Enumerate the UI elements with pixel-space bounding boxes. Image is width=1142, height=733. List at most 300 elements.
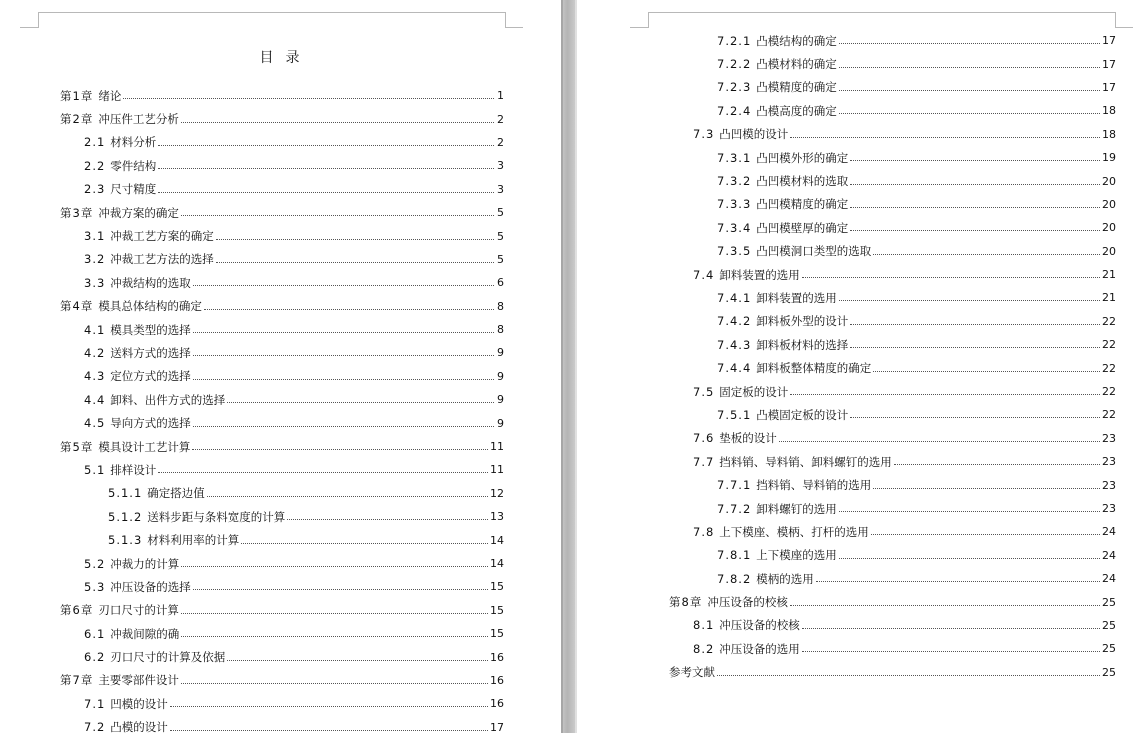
toc-entry[interactable]: [669, 403, 1116, 426]
dot-leader: [839, 67, 1100, 68]
toc-entry-page-number: 24: [1102, 572, 1116, 586]
toc-entry-title: [693, 267, 800, 283]
toc-entry[interactable]: [60, 622, 504, 645]
toc-entry-label: 凸模的设计: [110, 720, 168, 733]
dot-leader: [193, 332, 494, 333]
toc-entry-page-number: 16: [490, 673, 504, 687]
toc-entry[interactable]: [669, 520, 1116, 543]
toc-entry-page-number: 14: [490, 533, 504, 547]
toc-entry-label: 凸凹模壁厚的确定: [756, 220, 849, 235]
toc-entry-label: 冲裁工艺方案的确定: [110, 229, 214, 244]
toc-entry-title: [693, 430, 777, 446]
toc-entry-page-number: 25: [1102, 595, 1116, 609]
toc-entry[interactable]: [669, 263, 1116, 286]
toc-entry[interactable]: [669, 333, 1116, 356]
dot-leader: [216, 262, 494, 263]
toc-entry-label: 冲压设备的选用: [719, 641, 800, 656]
toc-entry-label: 模具类型的选择: [110, 322, 191, 337]
toc-entry-label: 凹模的设计: [110, 696, 168, 711]
dot-leader: [158, 168, 494, 169]
toc-entry-page-number: 14: [490, 557, 504, 570]
toc-entry-title: [693, 384, 788, 400]
toc-entry-page-number: 3: [497, 159, 504, 173]
toc-entry[interactable]: [669, 450, 1116, 473]
header-rule: [648, 12, 1115, 13]
toc-entry-number: 7.4.3: [717, 337, 752, 352]
toc-entry[interactable]: [60, 411, 504, 434]
toc-entry-number: 3.1: [84, 229, 106, 244]
toc-entry-title: [84, 368, 191, 384]
crop-mark: [630, 27, 648, 28]
crop-mark: [20, 27, 38, 28]
toc-entry-title: [717, 79, 837, 95]
toc-entry-title: [84, 181, 156, 197]
toc-entry-label: 材料分析: [110, 135, 157, 150]
toc-entry[interactable]: [60, 458, 504, 481]
toc-title: 目录: [259, 50, 312, 66]
toc-entry-number: 7.3.1: [717, 150, 752, 165]
toc-entry-label: 凸凹模外形的确定: [756, 150, 849, 165]
dot-leader: [779, 441, 1100, 442]
toc-entry-title: [84, 649, 225, 665]
dot-leader: [241, 543, 488, 544]
header-rule: [38, 12, 505, 13]
dot-leader: [181, 683, 488, 684]
toc-entry[interactable]: [60, 201, 504, 224]
toc-entry-title: [717, 290, 837, 306]
toc-entry-title: [84, 579, 191, 595]
toc-entry-page-number: 20: [1102, 174, 1116, 188]
dot-leader: [158, 472, 488, 473]
toc-entry[interactable]: [669, 286, 1116, 309]
toc-entry-title: [717, 150, 848, 166]
toc-entry-number: 5.1: [84, 462, 106, 477]
toc-entry-number: 7.7: [693, 454, 715, 469]
toc-entry[interactable]: [669, 310, 1116, 333]
toc-entry-page-number: 15: [490, 580, 504, 594]
toc-entry-label: 模具设计工艺计算: [98, 439, 191, 454]
toc-entry-label: 卸料、出件方式的选择: [110, 392, 226, 407]
toc-entry[interactable]: [669, 497, 1116, 520]
dot-leader: [193, 379, 494, 380]
toc-entry-title: [84, 322, 191, 338]
dot-leader: [790, 394, 1100, 395]
dot-leader: [158, 192, 494, 193]
toc-entry-number: 5.1.3: [108, 533, 143, 548]
toc-entry-page-number: 22: [1102, 385, 1116, 399]
toc-entry-number: 8.2: [693, 641, 715, 656]
toc-entry-number: 7.4.1: [717, 290, 752, 305]
dot-leader: [227, 402, 494, 403]
toc-entry-page-number: 23: [1102, 455, 1116, 469]
dot-leader: [850, 230, 1100, 231]
toc-entry[interactable]: [60, 295, 504, 318]
toc-entry-page-number: 9: [497, 416, 504, 430]
toc-entry-page-number: 16: [490, 697, 504, 711]
toc-entry-title: [717, 360, 871, 376]
dot-leader: [181, 566, 488, 567]
toc-entry-title: [84, 626, 179, 642]
toc-entry-label: 排样设计: [110, 462, 157, 477]
toc-entry[interactable]: [60, 365, 504, 388]
toc-entry[interactable]: [60, 482, 504, 505]
toc-entry-label: 定位方式的选择: [110, 369, 191, 384]
toc-entry-page-number: 11: [490, 463, 504, 477]
dot-leader: [850, 347, 1100, 348]
toc-entry[interactable]: [60, 154, 504, 177]
toc-entry[interactable]: [60, 271, 504, 294]
toc-entry-title: [717, 477, 871, 493]
dot-leader: [181, 613, 488, 614]
toc-entry-title: [669, 594, 788, 610]
toc-entry-title: [717, 56, 837, 72]
toc-entry-title: [717, 103, 837, 119]
toc-entry[interactable]: [669, 240, 1116, 263]
toc-entry-title: [717, 547, 837, 563]
toc-entry-number: 7.3.5: [717, 244, 752, 259]
toc-entry-number: 第8章: [669, 595, 703, 610]
toc-entry-page-number: 9: [497, 346, 504, 360]
toc-entry-label: 挡料销、导料销的选用: [756, 478, 872, 493]
toc-entry-title: [717, 243, 871, 259]
toc-entry[interactable]: [669, 193, 1116, 216]
toc-entry-label: 垫板的设计: [719, 431, 777, 446]
toc-entry[interactable]: [60, 528, 504, 551]
toc-entry-page-number: 21: [1102, 291, 1116, 305]
toc-entry[interactable]: [60, 716, 504, 733]
toc-entry-title: [84, 275, 191, 291]
toc-entry[interactable]: [60, 645, 504, 668]
toc-entry-title: [717, 220, 848, 236]
toc-entry-page-number: 25: [1102, 618, 1116, 632]
crop-mark: [505, 27, 523, 28]
toc-entry-label: 导向方式的选择: [110, 416, 191, 431]
toc-entry-label: 卸料板材料的选择: [756, 337, 849, 352]
toc-entry-number: 7.4: [693, 267, 715, 282]
toc-entry[interactable]: [60, 388, 504, 411]
toc-entry-title: [693, 454, 892, 470]
toc-entry-page-number: 19: [1102, 151, 1116, 165]
toc-entry[interactable]: [60, 692, 504, 715]
toc-entry-label: 凸凹模洞口类型的选取: [756, 244, 872, 259]
toc-entry-page-number: 6: [497, 276, 504, 290]
toc-entry-number: 4.3: [84, 369, 106, 384]
toc-entry[interactable]: [669, 661, 1116, 684]
toc-entry-label: 凸凹模精度的确定: [756, 197, 849, 212]
toc-entry-label: 凸模高度的确定: [756, 103, 837, 118]
toc-entry-title: [60, 298, 202, 314]
toc-entry-label: 确定搭边值: [147, 486, 205, 501]
toc-entry-title: [669, 664, 715, 680]
toc-entry-page-number: 22: [1102, 408, 1116, 422]
toc-entry-number: 5.3: [84, 579, 106, 594]
toc-entry[interactable]: [669, 567, 1116, 590]
toc-entry-title: [84, 345, 191, 361]
toc-entry-number: 第1章: [60, 88, 94, 103]
toc-entry-number: 8.1: [693, 618, 715, 633]
toc-entry-number: 3.2: [84, 252, 106, 267]
toc-entry-label: 卸料板整体精度的确定: [756, 361, 872, 376]
toc-entry[interactable]: [60, 107, 504, 130]
document-page-right: [577, 0, 1142, 733]
toc-entry[interactable]: [669, 356, 1116, 379]
toc-entry-title: [693, 641, 800, 657]
dot-leader: [802, 628, 1100, 629]
dot-leader: [170, 730, 488, 731]
toc-entry-number: 7.2.4: [717, 103, 752, 118]
toc-entry[interactable]: [669, 544, 1116, 567]
toc-entry-label: 冲压设备的校核: [719, 618, 800, 633]
toc-entry[interactable]: [60, 669, 504, 692]
toc-entry-label: 绪论: [98, 88, 122, 103]
toc-entry-title: [60, 602, 179, 618]
dot-leader: [181, 215, 494, 216]
toc-entry-number: 7.3.3: [717, 197, 752, 212]
toc-entry-title: [84, 228, 214, 244]
toc-entry-number: 5.1.1: [108, 486, 143, 501]
toc-entry-page-number: 17: [1102, 80, 1116, 94]
dot-leader: [193, 355, 494, 356]
toc-entry-title: [108, 532, 239, 548]
toc-entry-number: 4.2: [84, 345, 106, 360]
toc-entry-number: 7.3: [693, 127, 715, 142]
dot-leader: [170, 706, 488, 707]
toc-entry-title: [84, 158, 156, 174]
toc-entry-label: 零件结构: [110, 158, 157, 173]
dot-leader: [193, 589, 488, 590]
toc-entry[interactable]: [60, 575, 504, 598]
toc-entry-title: [84, 696, 168, 712]
toc-entry-title: [693, 126, 788, 142]
toc-entry[interactable]: [669, 76, 1116, 99]
toc-entry[interactable]: [60, 318, 504, 341]
toc-entry-title: [60, 111, 179, 127]
toc-entry-number: 2.3: [84, 182, 106, 197]
dot-leader: [123, 98, 494, 99]
toc-entry-number: 4.1: [84, 322, 106, 337]
toc-entry[interactable]: [60, 341, 504, 364]
toc-entry-page-number: 3: [497, 182, 504, 196]
dot-leader: [850, 417, 1100, 418]
toc-entry-number: 6.2: [84, 650, 106, 665]
toc-entry-label: 凸凹模材料的选取: [756, 174, 849, 189]
toc-entry-number: 7.5: [693, 384, 715, 399]
toc-entry-number: 7.8.1: [717, 548, 752, 563]
toc-entry-page-number: 9: [497, 369, 504, 383]
toc-entry[interactable]: [669, 216, 1116, 239]
toc-entry-title: [84, 462, 156, 478]
crop-mark: [38, 12, 39, 28]
toc-entry-number: 7.8: [693, 524, 715, 539]
toc-entry-page-number: 23: [1102, 478, 1116, 492]
toc-entry-number: 6.1: [84, 626, 106, 641]
toc-entry-title: [717, 337, 848, 353]
toc-entry[interactable]: [669, 29, 1116, 52]
toc-entry-number: 7.5.1: [717, 407, 752, 422]
toc-entry-page-number: 13: [490, 510, 504, 524]
crop-mark: [505, 12, 506, 28]
toc-entry[interactable]: [669, 123, 1116, 146]
toc-entry-title: [84, 392, 225, 408]
toc-entry-title: [693, 524, 869, 540]
toc-entry-page-number: 8: [497, 323, 504, 337]
toc-entry-number: 7.4.2: [717, 314, 752, 329]
toc-entry-page-number: 23: [1102, 431, 1116, 445]
toc-entry-page-number: 5: [497, 206, 504, 220]
dot-leader: [216, 239, 494, 240]
toc-entry-number: 7.1: [84, 696, 106, 711]
toc-entry-label: 冲裁结构的选取: [110, 275, 191, 290]
toc-entry-title: [717, 173, 848, 189]
toc-entry-title: [108, 485, 205, 501]
dot-leader: [158, 145, 494, 146]
toc-entry-number: 7.2.1: [717, 33, 752, 48]
dot-leader: [204, 309, 494, 310]
toc-entry-label: 挡料销、导料销、卸料螺钉的选用: [719, 454, 892, 469]
dot-leader: [850, 324, 1100, 325]
toc-entry-number: 3.3: [84, 275, 106, 290]
toc-entry-label: 冲裁力的计算: [110, 556, 180, 571]
toc-entry-number: 7.7.1: [717, 478, 752, 493]
toc-entry-label: 冲裁方案的确定: [98, 205, 179, 220]
toc-entry[interactable]: [60, 178, 504, 201]
dot-leader: [873, 254, 1100, 255]
dot-leader: [802, 651, 1100, 652]
toc-entry[interactable]: [669, 146, 1116, 169]
dot-leader: [850, 207, 1100, 208]
toc-entry-label: 卸料装置的选用: [719, 267, 800, 282]
toc-entry[interactable]: [669, 473, 1116, 496]
dot-leader: [193, 426, 494, 427]
toc-entry[interactable]: [669, 637, 1116, 660]
toc-entry-title: [693, 617, 800, 633]
toc-entry-number: 4.5: [84, 416, 106, 431]
toc-entry[interactable]: [60, 131, 504, 154]
toc-entry[interactable]: [669, 427, 1116, 450]
toc-entry-number: 5.2: [84, 556, 106, 571]
toc-entry-title: [717, 407, 848, 423]
toc-entry[interactable]: [669, 590, 1116, 613]
toc-entry[interactable]: [669, 169, 1116, 192]
dot-leader: [193, 285, 494, 286]
toc-entry-title: [84, 415, 191, 431]
page-gutter: [561, 0, 577, 733]
toc-entry-number: 7.7.2: [717, 501, 752, 516]
dot-leader: [839, 558, 1100, 559]
toc-entry-number: 4.4: [84, 392, 106, 407]
dot-leader: [871, 534, 1100, 535]
dot-leader: [839, 300, 1100, 301]
toc-entry-title: [108, 509, 285, 525]
toc-entry-number: 7.3.4: [717, 220, 752, 235]
dot-leader: [802, 277, 1100, 278]
dot-leader: [207, 496, 488, 497]
dot-leader: [717, 675, 1100, 676]
toc-list-left: [60, 84, 504, 733]
toc-entry-label: 送料方式的选择: [110, 345, 191, 360]
toc-entry-label: 凸模材料的确定: [756, 57, 837, 72]
toc-entry-label: 凸凹模的设计: [719, 127, 789, 142]
toc-list-right: [669, 29, 1116, 684]
toc-entry-label: 卸料板外型的设计: [756, 314, 849, 329]
toc-entry-number: 2.1: [84, 135, 106, 150]
toc-entry-number: 7.4.4: [717, 361, 752, 376]
dot-leader: [816, 581, 1100, 582]
toc-entry[interactable]: [60, 435, 504, 458]
dot-leader: [894, 464, 1100, 465]
toc-entry-page-number: 15: [490, 603, 504, 617]
toc-entry-label: 冲压件工艺分析: [98, 112, 179, 127]
toc-entry-number: 第2章: [60, 112, 94, 127]
crop-mark: [648, 12, 649, 28]
toc-entry-page-number: 22: [1102, 314, 1116, 328]
toc-entry-title: [60, 88, 121, 104]
toc-entry[interactable]: [669, 614, 1116, 637]
toc-entry-label: 主要零部件设计: [98, 673, 179, 688]
toc-entry-label: 卸料装置的选用: [756, 290, 837, 305]
toc-entry-label: 凸模精度的确定: [756, 80, 837, 95]
toc-entry-page-number: 17: [1102, 34, 1116, 48]
toc-entry-number: 7.2: [84, 720, 106, 733]
toc-entry-number: 第7章: [60, 673, 94, 688]
toc-entry-label: 刃口尺寸的计算及依据: [110, 650, 226, 665]
toc-entry-number: 5.1.2: [108, 509, 143, 524]
toc-entry[interactable]: [669, 52, 1116, 75]
toc-entry-label: 冲压设备的校核: [707, 595, 788, 610]
toc-entry-title: [717, 196, 848, 212]
toc-entry-number: 7.2.3: [717, 80, 752, 95]
dot-leader: [839, 90, 1100, 91]
toc-entry-label: 冲裁工艺方法的选择: [110, 252, 214, 267]
toc-entry-label: 模柄的选用: [756, 571, 814, 586]
toc-entry-page-number: 9: [497, 393, 504, 407]
toc-entry-label: 参考文献: [669, 665, 715, 680]
toc-entry-page-number: 22: [1102, 361, 1116, 375]
dot-leader: [181, 636, 488, 637]
toc-entry[interactable]: [60, 505, 504, 528]
toc-entry-page-number: 21: [1102, 268, 1116, 282]
toc-entry-label: 模具总体结构的确定: [98, 299, 202, 314]
dot-leader: [850, 160, 1100, 161]
toc-entry-title: [717, 571, 814, 587]
toc-entry-page-number: 18: [1102, 104, 1116, 118]
dot-leader: [287, 519, 488, 520]
toc-entry-number: 7.3.2: [717, 174, 752, 189]
toc-entry-number: 7.8.2: [717, 571, 752, 586]
toc-entry[interactable]: [60, 224, 504, 247]
toc-entry[interactable]: [60, 248, 504, 271]
toc-entry[interactable]: [60, 552, 504, 575]
toc-entry-page-number: 2: [497, 135, 504, 149]
toc-entry-page-number: 5: [497, 252, 504, 266]
toc-entry[interactable]: [669, 380, 1116, 403]
toc-entry-title: [84, 134, 156, 150]
toc-entry[interactable]: [60, 599, 504, 622]
toc-entry-page-number: 15: [490, 627, 504, 641]
toc-entry-number: 第5章: [60, 439, 94, 454]
toc-entry[interactable]: [669, 99, 1116, 122]
toc-entry[interactable]: [60, 84, 504, 107]
toc-entry-number: 第6章: [60, 603, 94, 618]
toc-entry-page-number: 25: [1102, 642, 1116, 656]
dot-leader: [873, 371, 1100, 372]
dot-leader: [839, 511, 1100, 512]
toc-entry-page-number: 8: [497, 299, 504, 313]
toc-entry-label: 冲压设备的选择: [110, 579, 191, 594]
toc-entry-page-number: 25: [1102, 665, 1116, 679]
toc-entry-page-number: 17: [490, 720, 504, 733]
toc-entry-label: 上下模座、模柄、打杆的选用: [719, 524, 869, 539]
